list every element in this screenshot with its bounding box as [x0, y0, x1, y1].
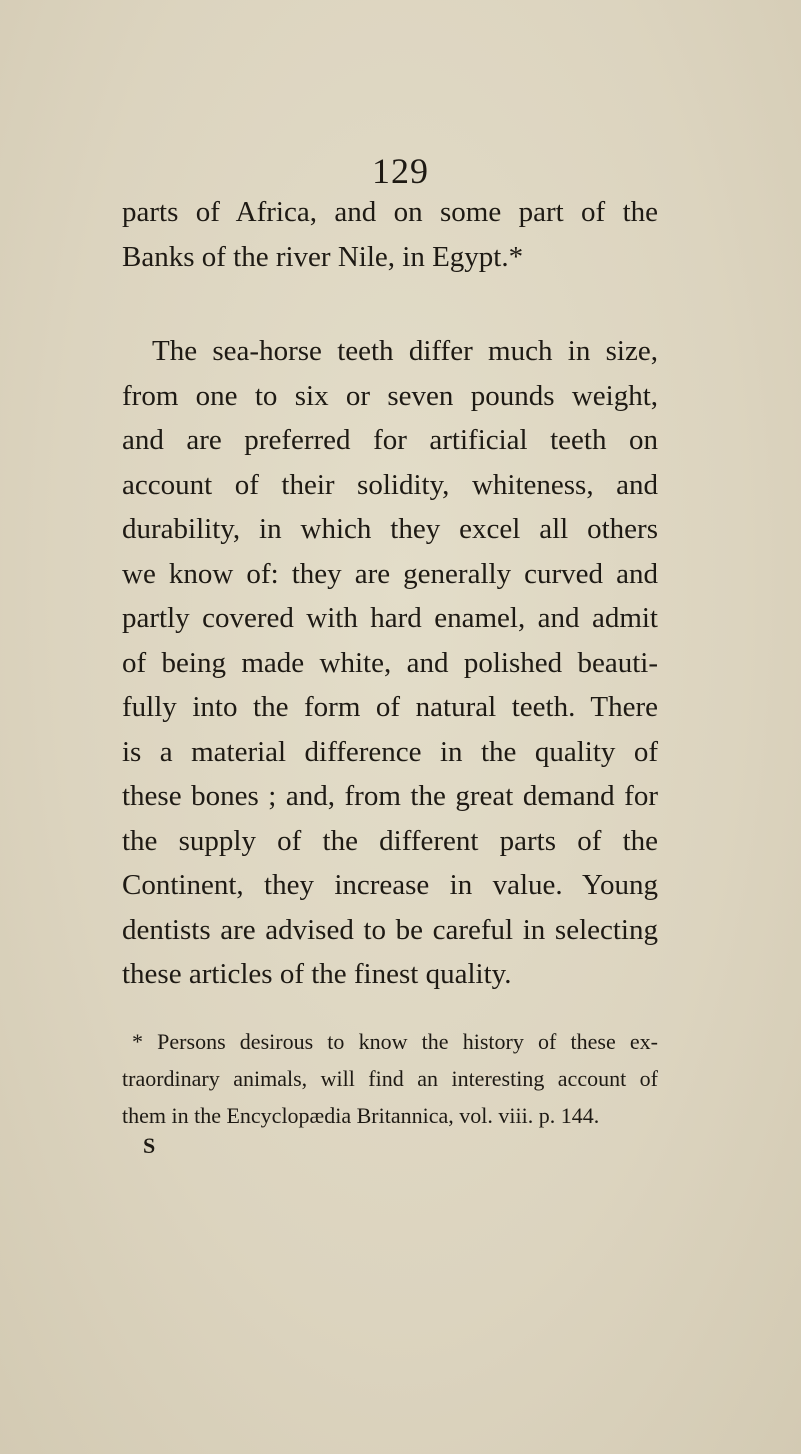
footnote-line: * Persons desirous to know the history of these ex- — [132, 1029, 658, 1054]
text-line: account of their solidity, whiteness, and — [122, 468, 658, 501]
text-line: from one to six or seven pounds weight, — [122, 379, 658, 412]
text-line: we know of: they are generally curved and — [122, 557, 658, 590]
text-line: is a material difference in the quality of — [122, 735, 658, 768]
text-line: partly covered with hard enamel, and admit — [122, 602, 658, 634]
text-line: Banks of the river Nile, in Egypt.* — [122, 240, 524, 273]
text-line: fully into the form of natural teeth. There — [122, 691, 658, 723]
text-line: parts of Africa, and on some part of the — [122, 196, 658, 228]
text-line: these articles of the finest quality. — [122, 958, 512, 990]
text-line: dentists are advised to be careful in selecting — [122, 913, 658, 946]
footnote — [122, 1023, 658, 1134]
text-line: of being made white, and polished beauti- — [122, 646, 658, 679]
text-line: durability, in which they excel all others — [122, 513, 658, 545]
paragraph-gap — [122, 279, 658, 329]
text-line: Continent, they increase in value. Young — [122, 869, 658, 901]
footnote-line: them in the Encyclopædia Britannica, vol. viii. p. 144. — [122, 1103, 600, 1128]
footnote-line: traordinary animals, will find an interesting account of — [122, 1066, 658, 1091]
text-line: the supply of the different parts of the — [122, 824, 658, 857]
main-text — [122, 190, 658, 997]
text-line: The sea-horse teeth differ much in size, — [152, 335, 658, 367]
signature-mark: S — [143, 1133, 156, 1158]
text-line: and are preferred for artificial teeth on — [122, 424, 658, 456]
page-number: 129 — [372, 151, 429, 191]
text-line: these bones ; and, from the great demand for — [122, 780, 658, 812]
